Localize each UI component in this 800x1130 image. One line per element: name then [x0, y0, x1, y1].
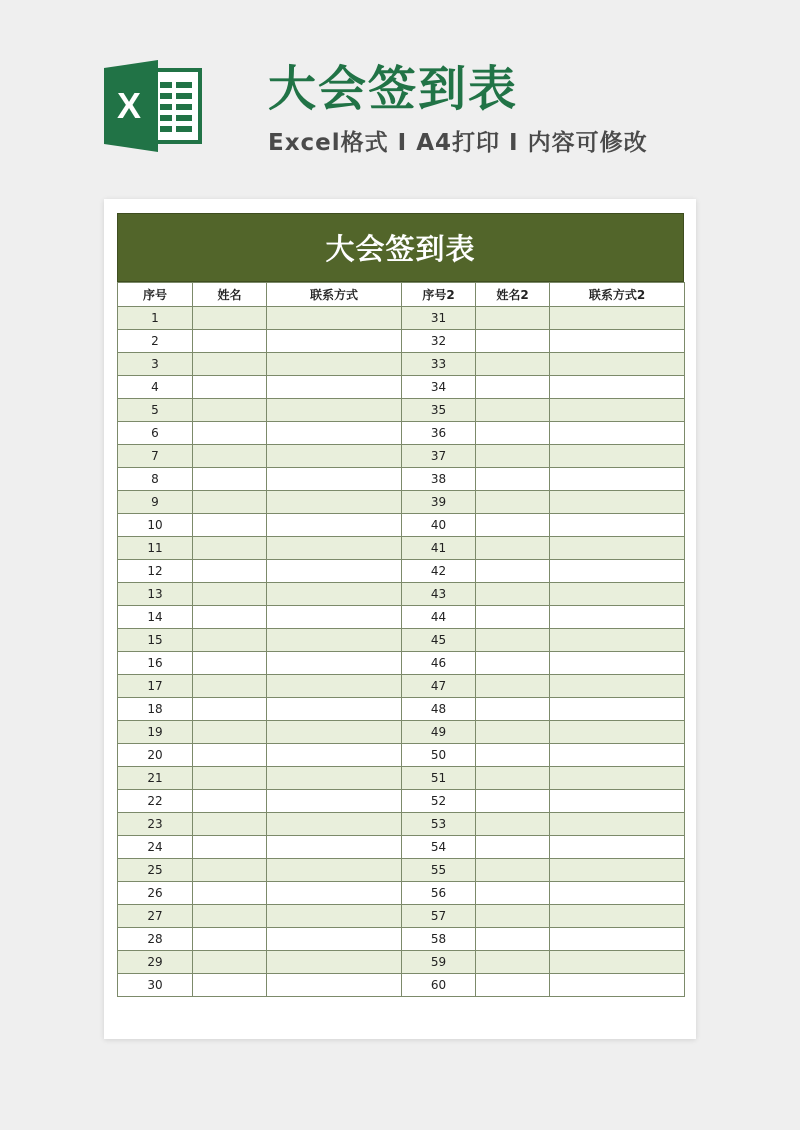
cell-contact[interactable] — [267, 330, 402, 353]
cell-contact-2[interactable] — [550, 905, 685, 928]
cell-contact[interactable] — [267, 629, 402, 652]
cell-name-2[interactable] — [476, 606, 550, 629]
cell-number-2: 44 — [402, 606, 476, 629]
table-row — [118, 560, 685, 583]
cell-number: 24 — [118, 836, 193, 859]
col-header-name: 姓名 — [193, 283, 267, 307]
cell-number-2: 34 — [402, 376, 476, 399]
cell-name[interactable] — [193, 537, 267, 560]
cell-contact[interactable] — [267, 376, 402, 399]
cell-name-2[interactable] — [476, 928, 550, 951]
cell-name[interactable] — [193, 859, 267, 882]
cell-name-2[interactable] — [476, 905, 550, 928]
cell-contact-2[interactable] — [550, 445, 685, 468]
cell-number-2: 40 — [402, 514, 476, 537]
cell-number: 21 — [118, 767, 193, 790]
cell-name-2[interactable] — [476, 330, 550, 353]
cell-name-2[interactable] — [476, 698, 550, 721]
cell-number-2: 38 — [402, 468, 476, 491]
cell-number: 25 — [118, 859, 193, 882]
cell-contact[interactable] — [267, 675, 402, 698]
cell-number-2: 50 — [402, 744, 476, 767]
table-row — [118, 491, 685, 514]
cell-contact-2[interactable] — [550, 951, 685, 974]
cell-contact-2[interactable] — [550, 330, 685, 353]
cell-contact[interactable] — [267, 767, 402, 790]
cell-name-2[interactable] — [476, 491, 550, 514]
cell-number-2: 46 — [402, 652, 476, 675]
cell-number: 17 — [118, 675, 193, 698]
table-row — [118, 836, 685, 859]
cell-name-2[interactable] — [476, 744, 550, 767]
cell-name[interactable] — [193, 353, 267, 376]
cell-contact-2[interactable] — [550, 629, 685, 652]
table-row — [118, 652, 685, 675]
cell-contact[interactable] — [267, 445, 402, 468]
cell-name-2[interactable] — [476, 951, 550, 974]
cell-name-2[interactable] — [476, 399, 550, 422]
col-header-name-2: 姓名2 — [476, 283, 550, 307]
table-row — [118, 307, 685, 330]
table-row — [118, 675, 685, 698]
cell-contact[interactable] — [267, 951, 402, 974]
cell-name[interactable] — [193, 376, 267, 399]
table-row — [118, 583, 685, 606]
table-row — [118, 537, 685, 560]
cell-name[interactable] — [193, 560, 267, 583]
cell-number: 16 — [118, 652, 193, 675]
cell-number: 30 — [118, 974, 193, 997]
cell-name[interactable] — [193, 307, 267, 330]
cell-name[interactable] — [193, 767, 267, 790]
cell-name[interactable] — [193, 583, 267, 606]
cell-number: 15 — [118, 629, 193, 652]
cell-name[interactable] — [193, 514, 267, 537]
cell-number: 28 — [118, 928, 193, 951]
cell-name-2[interactable] — [476, 813, 550, 836]
cell-contact-2[interactable] — [550, 974, 685, 997]
cell-number: 11 — [118, 537, 193, 560]
cell-contact[interactable] — [267, 514, 402, 537]
cell-name-2[interactable] — [476, 974, 550, 997]
cell-number: 2 — [118, 330, 193, 353]
cell-contact-2[interactable] — [550, 353, 685, 376]
cell-number-2: 51 — [402, 767, 476, 790]
cell-contact-2[interactable] — [550, 675, 685, 698]
subtitle-separator: I — [397, 130, 408, 156]
cell-contact-2[interactable] — [550, 468, 685, 491]
cell-number: 5 — [118, 399, 193, 422]
cell-number-2: 42 — [402, 560, 476, 583]
cell-contact[interactable] — [267, 813, 402, 836]
cell-contact[interactable] — [267, 698, 402, 721]
cell-contact[interactable] — [267, 836, 402, 859]
cell-contact-2[interactable] — [550, 560, 685, 583]
table-row — [118, 790, 685, 813]
cell-name-2[interactable] — [476, 790, 550, 813]
cell-number-2: 58 — [402, 928, 476, 951]
cell-contact-2[interactable] — [550, 307, 685, 330]
cell-contact[interactable] — [267, 606, 402, 629]
table-body — [118, 307, 685, 997]
cell-number: 12 — [118, 560, 193, 583]
cell-number-2: 53 — [402, 813, 476, 836]
table-row — [118, 813, 685, 836]
table-row — [118, 882, 685, 905]
cell-number-2: 55 — [402, 859, 476, 882]
cell-number: 6 — [118, 422, 193, 445]
cell-name-2[interactable] — [476, 537, 550, 560]
cell-contact-2[interactable] — [550, 583, 685, 606]
col-header-contact-2: 联系方式2 — [550, 283, 685, 307]
cell-contact-2[interactable] — [550, 606, 685, 629]
cell-name-2[interactable] — [476, 353, 550, 376]
signin-table-wrapper — [117, 213, 684, 997]
cell-name[interactable] — [193, 813, 267, 836]
signin-table — [117, 282, 685, 997]
cell-contact-2[interactable] — [550, 790, 685, 813]
cell-contact[interactable] — [267, 974, 402, 997]
cell-contact[interactable] — [267, 399, 402, 422]
cell-contact-2[interactable] — [550, 836, 685, 859]
cell-contact[interactable] — [267, 491, 402, 514]
cell-name-2[interactable] — [476, 583, 550, 606]
cell-name-2[interactable] — [476, 468, 550, 491]
cell-number-2: 36 — [402, 422, 476, 445]
cell-contact-2[interactable] — [550, 537, 685, 560]
cell-contact[interactable] — [267, 537, 402, 560]
cell-number: 26 — [118, 882, 193, 905]
page-subtitle — [268, 128, 648, 158]
cell-name[interactable] — [193, 836, 267, 859]
cell-name[interactable] — [193, 721, 267, 744]
cell-number-2: 47 — [402, 675, 476, 698]
cell-name[interactable] — [193, 951, 267, 974]
cell-contact-2[interactable] — [550, 376, 685, 399]
table-row — [118, 399, 685, 422]
cell-number-2: 49 — [402, 721, 476, 744]
cell-name[interactable] — [193, 330, 267, 353]
cell-number-2: 35 — [402, 399, 476, 422]
cell-name[interactable] — [193, 744, 267, 767]
cell-number: 4 — [118, 376, 193, 399]
table-row — [118, 744, 685, 767]
excel-icon — [104, 60, 204, 152]
cell-number-2: 39 — [402, 491, 476, 514]
table-row — [118, 468, 685, 491]
cell-contact[interactable] — [267, 721, 402, 744]
cell-name-2[interactable] — [476, 652, 550, 675]
cell-number: 18 — [118, 698, 193, 721]
table-row — [118, 422, 685, 445]
cell-number-2: 59 — [402, 951, 476, 974]
cell-name[interactable] — [193, 675, 267, 698]
cell-number-2: 56 — [402, 882, 476, 905]
cell-contact[interactable] — [267, 422, 402, 445]
cell-contact-2[interactable] — [550, 882, 685, 905]
col-header-contact: 联系方式 — [267, 283, 402, 307]
cell-name-2[interactable] — [476, 514, 550, 537]
cell-name-2[interactable] — [476, 675, 550, 698]
cell-number: 10 — [118, 514, 193, 537]
table-row — [118, 974, 685, 997]
cell-number-2: 52 — [402, 790, 476, 813]
cell-contact-2[interactable] — [550, 721, 685, 744]
subtitle-format: Excel格式 — [268, 130, 389, 156]
col-header-number: 序号 — [118, 283, 193, 307]
col-header-number-2: 序号2 — [402, 283, 476, 307]
cell-name[interactable] — [193, 974, 267, 997]
cell-number: 23 — [118, 813, 193, 836]
cell-number-2: 57 — [402, 905, 476, 928]
cell-number-2: 32 — [402, 330, 476, 353]
cell-contact[interactable] — [267, 744, 402, 767]
cell-number: 20 — [118, 744, 193, 767]
cell-contact[interactable] — [267, 882, 402, 905]
cell-number: 9 — [118, 491, 193, 514]
cell-contact[interactable] — [267, 560, 402, 583]
cell-number: 1 — [118, 307, 193, 330]
cell-name[interactable] — [193, 882, 267, 905]
cell-contact[interactable] — [267, 353, 402, 376]
table-title: 大会签到表 — [117, 213, 684, 282]
cell-number-2: 54 — [402, 836, 476, 859]
subtitle-separator: I — [509, 130, 519, 156]
cell-name-2[interactable] — [476, 307, 550, 330]
cell-name-2[interactable] — [476, 422, 550, 445]
cell-name-2[interactable] — [476, 560, 550, 583]
cell-name-2[interactable] — [476, 629, 550, 652]
cell-contact[interactable] — [267, 468, 402, 491]
table-row — [118, 767, 685, 790]
cell-number: 3 — [118, 353, 193, 376]
cell-number: 7 — [118, 445, 193, 468]
table-row — [118, 951, 685, 974]
cell-contact-2[interactable] — [550, 652, 685, 675]
cell-name[interactable] — [193, 468, 267, 491]
cell-name-2[interactable] — [476, 836, 550, 859]
cell-number: 22 — [118, 790, 193, 813]
cell-name-2[interactable] — [476, 882, 550, 905]
cell-name[interactable] — [193, 790, 267, 813]
cell-contact[interactable] — [267, 583, 402, 606]
cell-number: 8 — [118, 468, 193, 491]
cell-contact-2[interactable] — [550, 928, 685, 951]
subtitle-editable: 内容可修改 — [527, 130, 648, 156]
cell-number: 19 — [118, 721, 193, 744]
cell-number-2: 48 — [402, 698, 476, 721]
cell-contact[interactable] — [267, 790, 402, 813]
table-row — [118, 905, 685, 928]
cell-name[interactable] — [193, 698, 267, 721]
table-row — [118, 698, 685, 721]
cell-number: 27 — [118, 905, 193, 928]
table-row — [118, 859, 685, 882]
cell-name-2[interactable] — [476, 721, 550, 744]
cell-contact[interactable] — [267, 307, 402, 330]
cell-name[interactable] — [193, 422, 267, 445]
cell-number-2: 31 — [402, 307, 476, 330]
cell-contact-2[interactable] — [550, 813, 685, 836]
cell-contact-2[interactable] — [550, 698, 685, 721]
table-row — [118, 721, 685, 744]
cell-name[interactable] — [193, 606, 267, 629]
table-row — [118, 514, 685, 537]
table-row — [118, 445, 685, 468]
cell-number-2: 43 — [402, 583, 476, 606]
cell-number-2: 33 — [402, 353, 476, 376]
cell-contact[interactable] — [267, 652, 402, 675]
table-row — [118, 606, 685, 629]
table-header-row — [118, 283, 685, 307]
cell-contact[interactable] — [267, 859, 402, 882]
subtitle-print: A4打印 — [416, 130, 501, 156]
cell-name[interactable] — [193, 928, 267, 951]
excel-icon-letter: X — [116, 85, 142, 126]
cell-number-2: 45 — [402, 629, 476, 652]
cell-contact-2[interactable] — [550, 399, 685, 422]
cell-contact-2[interactable] — [550, 767, 685, 790]
cell-number-2: 41 — [402, 537, 476, 560]
cell-contact[interactable] — [267, 928, 402, 951]
cell-number: 29 — [118, 951, 193, 974]
cell-number-2: 37 — [402, 445, 476, 468]
sheet-preview — [104, 199, 696, 1039]
cell-name[interactable] — [193, 399, 267, 422]
table-row — [118, 353, 685, 376]
table-row — [118, 330, 685, 353]
cell-contact-2[interactable] — [550, 859, 685, 882]
table-row — [118, 629, 685, 652]
cell-name-2[interactable] — [476, 859, 550, 882]
cell-name-2[interactable] — [476, 445, 550, 468]
table-row — [118, 928, 685, 951]
cell-number-2: 60 — [402, 974, 476, 997]
cell-number: 13 — [118, 583, 193, 606]
cell-name[interactable] — [193, 905, 267, 928]
cell-contact-2[interactable] — [550, 422, 685, 445]
table-row — [118, 376, 685, 399]
page-title: 大会签到表 — [268, 61, 519, 117]
cell-contact-2[interactable] — [550, 514, 685, 537]
cell-contact-2[interactable] — [550, 491, 685, 514]
cell-name-2[interactable] — [476, 376, 550, 399]
cell-number: 14 — [118, 606, 193, 629]
cell-name[interactable] — [193, 629, 267, 652]
cell-contact[interactable] — [267, 905, 402, 928]
cell-contact-2[interactable] — [550, 744, 685, 767]
cell-name[interactable] — [193, 445, 267, 468]
cell-name-2[interactable] — [476, 767, 550, 790]
cell-name[interactable] — [193, 491, 267, 514]
cell-name[interactable] — [193, 652, 267, 675]
